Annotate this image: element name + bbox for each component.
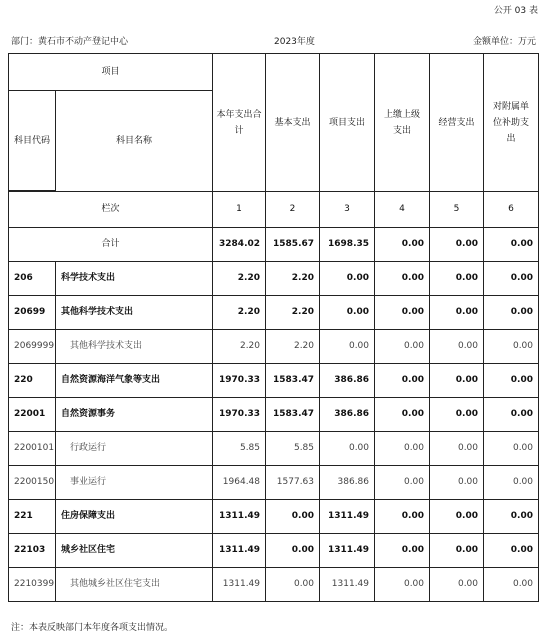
- amount-cell: 0.00: [375, 500, 430, 534]
- amount-cell: 0.00: [484, 568, 539, 602]
- form-code: 公开 03 表: [493, 6, 538, 16]
- table-row: [9, 568, 539, 602]
- amount-cell: 0.00: [484, 262, 539, 296]
- amount-cell: 0.00: [430, 432, 484, 466]
- total-label: 合计: [9, 228, 213, 262]
- subject-code-cell: 220: [9, 364, 56, 398]
- amount-cell: 2.20: [266, 262, 320, 296]
- subject-code-cell: 2210399: [9, 568, 56, 602]
- amount-cell: 0.00: [430, 500, 484, 534]
- header-basic: 基本支出: [266, 54, 320, 192]
- amount-cell: 0.00: [375, 568, 430, 602]
- total-cell: 0.00: [484, 228, 539, 262]
- amount-cell: 0.00: [430, 364, 484, 398]
- table-row: [9, 330, 539, 364]
- footnote: 注：本表反映部门本年度各项支出情况。: [11, 623, 174, 633]
- column-index: 2: [266, 192, 320, 228]
- amount-cell: 0.00: [375, 534, 430, 568]
- subject-code-cell: 206: [9, 262, 56, 296]
- subject-code-cell: 2200101: [9, 432, 56, 466]
- amount-cell: 1964.48: [213, 466, 266, 500]
- amount-cell: 0.00: [375, 466, 430, 500]
- table-row: [9, 500, 539, 534]
- total-cell: 1585.67: [266, 228, 320, 262]
- amount-cell: 0.00: [430, 330, 484, 364]
- amount-cell: 0.00: [320, 262, 375, 296]
- column-index: 1: [213, 192, 266, 228]
- header-subject-name: 科目名称: [56, 91, 213, 192]
- amount-cell: 0.00: [484, 296, 539, 330]
- amount-cell: 0.00: [320, 330, 375, 364]
- amount-cell: 2.20: [266, 330, 320, 364]
- amount-cell: 0.00: [375, 398, 430, 432]
- subject-name-cell: 科学技术支出: [56, 262, 213, 296]
- column-index-label: 栏次: [9, 192, 213, 228]
- subject-name-cell: 其他科学技术支出: [56, 330, 213, 364]
- subject-name-cell: 住房保障支出: [56, 500, 213, 534]
- amount-cell: 5.85: [266, 432, 320, 466]
- amount-cell: 0.00: [484, 466, 539, 500]
- subject-name-cell: 自然资源事务: [56, 398, 213, 432]
- table-row: [9, 296, 539, 330]
- amount-cell: 0.00: [375, 364, 430, 398]
- column-index: 5: [430, 192, 484, 228]
- amount-cell: 1970.33: [213, 398, 266, 432]
- subject-name-cell: 城乡社区住宅: [56, 534, 213, 568]
- amount-cell: 1583.47: [266, 398, 320, 432]
- table-row: [9, 534, 539, 568]
- amount-cell: 1311.49: [320, 534, 375, 568]
- amount-cell: 0.00: [266, 534, 320, 568]
- amount-cell: 0.00: [375, 432, 430, 466]
- amount-cell: 0.00: [320, 296, 375, 330]
- subject-name-cell: 其他科学技术支出: [56, 296, 213, 330]
- department-label: 部门：黄石市不动产登记中心: [11, 37, 129, 47]
- header-subsidy: 对附属单位补助支出: [484, 54, 539, 192]
- amount-cell: 1970.33: [213, 364, 266, 398]
- amount-cell: 0.00: [430, 296, 484, 330]
- subject-name-cell: 行政运行: [56, 432, 213, 466]
- subject-code-cell: 2069999: [9, 330, 56, 364]
- amount-cell: 386.86: [320, 364, 375, 398]
- header-total: 本年支出合计: [213, 54, 266, 192]
- amount-cell: 5.85: [213, 432, 266, 466]
- header-subject-code: 科目代码: [9, 91, 56, 191]
- total-cell: 0.00: [375, 228, 430, 262]
- header-business: 经营支出: [430, 54, 484, 192]
- amount-cell: 1311.49: [320, 500, 375, 534]
- subject-name-cell: 自然资源海洋气象等支出: [56, 364, 213, 398]
- amount-cell: 2.20: [213, 296, 266, 330]
- amount-cell: 0.00: [430, 534, 484, 568]
- amount-cell: 1311.49: [213, 534, 266, 568]
- amount-cell: 0.00: [266, 500, 320, 534]
- amount-cell: 0.00: [484, 534, 539, 568]
- amount-cell: 1583.47: [266, 364, 320, 398]
- subject-code-cell: 22103: [9, 534, 56, 568]
- amount-cell: 0.00: [375, 262, 430, 296]
- expenditure-table: [8, 53, 539, 602]
- amount-cell: 386.86: [320, 466, 375, 500]
- subject-code-cell: 22001: [9, 398, 56, 432]
- header-project-expenditure: 项目支出: [320, 54, 375, 192]
- amount-cell: 0.00: [430, 398, 484, 432]
- subject-code-cell: 20699: [9, 296, 56, 330]
- amount-cell: 1311.49: [320, 568, 375, 602]
- amount-cell: 0.00: [484, 364, 539, 398]
- column-index: 3: [320, 192, 375, 228]
- amount-cell: 386.86: [320, 398, 375, 432]
- column-index: 4: [375, 192, 430, 228]
- table-row: [9, 466, 539, 500]
- amount-cell: 0.00: [375, 296, 430, 330]
- amount-cell: 0.00: [266, 568, 320, 602]
- table-row: [9, 398, 539, 432]
- subject-name-cell: 其他城乡社区住宅支出: [56, 568, 213, 602]
- subject-code-cell: 221: [9, 500, 56, 534]
- column-index: 6: [484, 192, 539, 228]
- subject-code-cell: 2200150: [9, 466, 56, 500]
- total-cell: 1698.35: [320, 228, 375, 262]
- total-cell: 0.00: [430, 228, 484, 262]
- amount-cell: 0.00: [484, 398, 539, 432]
- amount-cell: 0.00: [320, 432, 375, 466]
- amount-cell: 2.20: [213, 330, 266, 364]
- amount-cell: 0.00: [430, 262, 484, 296]
- table-row: [9, 432, 539, 466]
- amount-cell: 1311.49: [213, 500, 266, 534]
- header-project: 项目: [9, 54, 213, 91]
- amount-cell: 0.00: [430, 568, 484, 602]
- table-row: [9, 262, 539, 296]
- amount-cell: 2.20: [266, 296, 320, 330]
- header-upper-level: 上缴上级支出: [375, 54, 430, 192]
- table-row: [9, 364, 539, 398]
- subject-name-cell: 事业运行: [56, 466, 213, 500]
- total-cell: 3284.02: [213, 228, 266, 262]
- amount-cell: 1577.63: [266, 466, 320, 500]
- amount-cell: 0.00: [484, 500, 539, 534]
- amount-cell: 1311.49: [213, 568, 266, 602]
- amount-cell: 2.20: [213, 262, 266, 296]
- amount-cell: 0.00: [484, 432, 539, 466]
- amount-cell: 0.00: [430, 466, 484, 500]
- amount-cell: 0.00: [484, 330, 539, 364]
- fiscal-year: 2023年度: [274, 37, 315, 47]
- amount-cell: 0.00: [375, 330, 430, 364]
- amount-unit: 金额单位：万元: [472, 37, 536, 47]
